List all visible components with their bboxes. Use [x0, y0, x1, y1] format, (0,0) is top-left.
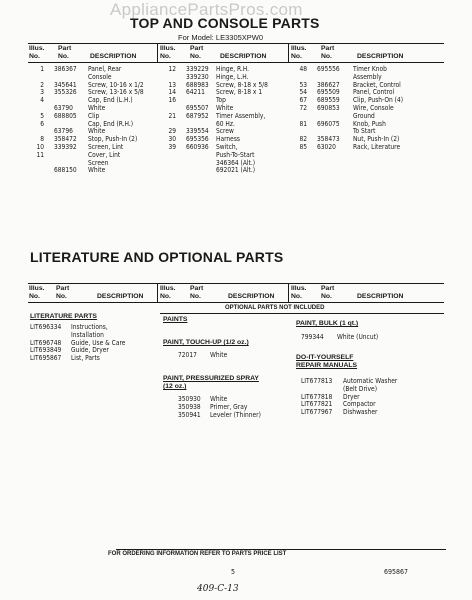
col1-header-desc: DESCRIPTION — [90, 53, 137, 60]
touch-up-paint-heading: PAINT, TOUCH-UP (1/2 oz.) — [163, 339, 249, 346]
illus-number: 4 — [40, 96, 44, 105]
part-description: Clip, Push-On (4) — [353, 96, 404, 105]
paints-heading: PAINTS — [163, 316, 188, 323]
part-number: 350938 — [178, 402, 201, 411]
part-description: White — [88, 103, 106, 112]
col1-header-illus: Illus. No. — [29, 45, 45, 60]
part-description: Assembly — [353, 72, 382, 81]
part-description: Clip — [88, 111, 100, 120]
part-description: Hinge, L.H. — [216, 72, 249, 81]
col2-header-desc: DESCRIPTION — [220, 53, 267, 60]
illus-number: 67 — [299, 96, 307, 105]
part-description: White — [216, 103, 234, 112]
list-item — [301, 334, 441, 342]
top-parts-column-1 — [28, 66, 156, 175]
part-description: Guide, Dryer — [71, 346, 109, 355]
part-description: Screw, 8-18 x 5/8 — [216, 80, 268, 89]
illus-number: 54 — [299, 88, 307, 97]
part-description: Top — [216, 96, 226, 105]
part-number: 339392 — [54, 142, 77, 151]
part-number: LIT696334 — [30, 323, 62, 331]
list-item — [301, 409, 441, 417]
col2-header-illus: Illus. No. — [160, 45, 176, 60]
illus-number: 48 — [299, 65, 307, 73]
part-number: 688805 — [54, 111, 77, 120]
part-description: 692021 (Alt.) — [216, 166, 256, 175]
illus-number: 82 — [299, 135, 307, 144]
part-number: LIT677967 — [301, 408, 333, 417]
page-number: 5 — [231, 568, 236, 576]
lit-col3-header-illus: Illus. No. — [291, 285, 307, 300]
part-description: White — [210, 395, 228, 403]
top-parts-column-2 — [160, 66, 288, 175]
optional-parts-banner: OPTIONAL PARTS NOT INCLUDED — [225, 305, 325, 311]
part-number: LIT696748 — [30, 338, 62, 347]
part-description: Compactor — [343, 400, 376, 409]
part-number: 695509 — [317, 88, 340, 97]
part-number: 339229 — [186, 65, 209, 73]
col2-header-part: Part No. — [190, 45, 204, 60]
part-number: 690853 — [317, 103, 340, 112]
lit-col2-header-desc: DESCRIPTION — [228, 293, 275, 300]
part-number: 63796 — [54, 127, 73, 136]
part-description: List, Parts — [71, 354, 100, 363]
diy-manuals-list — [301, 378, 441, 417]
part-description: Screw — [216, 127, 234, 136]
top-col-divider-1 — [157, 43, 158, 62]
literature-parts-heading: LITERATURE PARTS — [30, 313, 97, 320]
illus-number: 11 — [36, 150, 44, 159]
footer-rule — [116, 549, 446, 550]
lit-col3-header-desc: DESCRIPTION — [357, 293, 404, 300]
part-description: Bracket, Control — [353, 80, 401, 89]
illus-number: 29 — [168, 127, 176, 136]
lit-col-divider-1 — [157, 283, 158, 302]
watermark: AppliancePartsPros.com — [110, 0, 303, 19]
part-description: Stop, Push-In (2) — [88, 135, 138, 144]
part-description: Knob, Push — [353, 119, 386, 128]
part-description: Wire, Console — [353, 103, 394, 112]
illus-number: 53 — [299, 80, 307, 89]
part-description: Screw, 13-16 x 5/8 — [88, 88, 144, 97]
bulk-paint-list — [301, 334, 441, 342]
top-table-rule-top — [28, 43, 444, 44]
part-description: (Belt Drive) — [343, 384, 378, 393]
part-number: 63020 — [317, 142, 336, 151]
part-description: 346364 (Alt.) — [216, 158, 256, 167]
part-description: Dryer — [343, 392, 360, 401]
table-row — [291, 144, 419, 152]
handwritten-note: 409-C-13 — [197, 584, 239, 594]
col1-header-part: Part No. — [58, 45, 72, 60]
part-number: 695356 — [186, 135, 209, 144]
part-description: Rack, Literature — [353, 142, 401, 151]
part-description: Cover, Lint — [88, 150, 121, 159]
part-number: 695507 — [186, 103, 209, 112]
part-number: 339230 — [186, 72, 209, 81]
part-number: 660936 — [186, 142, 209, 151]
part-description: White (Uncut) — [337, 333, 379, 341]
lit-col3-header-part: Part No. — [321, 285, 335, 300]
illus-number: 1 — [40, 65, 44, 73]
list-item — [30, 355, 170, 363]
part-description: Guide, Use & Care — [71, 338, 126, 347]
part-number: LIT677821 — [301, 400, 333, 409]
part-number: 72017 — [178, 351, 197, 359]
part-number: 339554 — [186, 127, 209, 136]
optional-banner-rule — [160, 313, 444, 314]
top-parts-column-3 — [291, 66, 419, 152]
part-description: Ground — [353, 111, 375, 120]
lit-col1-header-part: Part No. — [56, 285, 70, 300]
illus-number: 6 — [40, 119, 44, 128]
part-description: Console — [88, 72, 112, 81]
illus-number: 14 — [168, 88, 176, 97]
pressurized-spray-heading: PAINT, PRESSURIZED SPRAY (12 oz.) — [163, 375, 259, 390]
part-description: White — [88, 166, 106, 175]
lit-col2-header-illus: Illus. No. — [160, 285, 176, 300]
part-description: Primer, Gray — [210, 402, 248, 411]
illus-number: 10 — [36, 142, 44, 151]
illus-number: 85 — [299, 142, 307, 151]
part-number: 63790 — [54, 103, 73, 112]
part-description: Timer Assembly, — [216, 111, 266, 120]
col3-header-part: Part No. — [321, 45, 335, 60]
illus-number: 13 — [168, 80, 176, 89]
illus-number: 30 — [168, 135, 176, 144]
part-number: 345641 — [54, 80, 77, 89]
part-number: 64211 — [186, 88, 205, 97]
part-description: Harness — [216, 135, 241, 144]
section-title-literature: LITERATURE AND OPTIONAL PARTS — [30, 249, 284, 265]
illus-number: 21 — [168, 111, 176, 120]
illus-number: 72 — [299, 103, 307, 112]
part-description: Hinge, R.H. — [216, 65, 250, 73]
part-description: Dishwasher — [343, 408, 378, 417]
lit-table-rule-head — [28, 302, 444, 303]
part-description: Leveler (Thinner) — [210, 410, 261, 419]
part-number: 687952 — [186, 111, 209, 120]
part-description: Panel, Rear — [88, 65, 122, 73]
diy-manuals-heading: DO-IT-YOURSELF REPAIR MANUALS — [296, 354, 358, 369]
table-row — [28, 167, 156, 175]
part-description: Screen, Lint — [88, 142, 124, 151]
illus-number: 8 — [40, 135, 44, 144]
ordering-note: FOR ORDERING INFORMATION REFER TO PARTS PRICE LIST — [108, 551, 287, 557]
part-number: 799344 — [301, 333, 324, 341]
part-number: 358473 — [317, 135, 340, 144]
part-number: 688150 — [54, 166, 77, 175]
col3-header-illus: Illus. No. — [291, 45, 307, 60]
table-row — [160, 167, 288, 175]
part-number: 355326 — [54, 88, 77, 97]
illus-number: 16 — [168, 96, 176, 105]
pressurized-spray-list — [178, 396, 318, 419]
illus-number: 81 — [299, 119, 307, 128]
lit-col1-header-desc: DESCRIPTION — [97, 293, 144, 300]
part-number: LIT693849 — [30, 346, 62, 355]
lit-table-rule-top — [28, 283, 444, 284]
part-description: Automatic Washer — [343, 377, 398, 385]
part-number: 350930 — [178, 395, 201, 403]
part-number: LIT695867 — [30, 354, 62, 363]
lit-col2-header-part: Part No. — [190, 285, 204, 300]
part-number: 696075 — [317, 119, 340, 128]
col3-header-desc: DESCRIPTION — [357, 53, 404, 60]
part-number: 688983 — [186, 80, 209, 89]
list-item — [178, 412, 318, 420]
part-description: White — [210, 351, 228, 359]
part-number: LIT677813 — [301, 377, 333, 385]
part-number: 350941 — [178, 410, 201, 419]
lit-col-divider-2 — [288, 283, 289, 302]
part-description: Cap, End (R.H.) — [88, 119, 134, 128]
part-description: Installation — [71, 330, 104, 339]
part-description: Switch, — [216, 142, 238, 151]
document-part-number: 695867 — [384, 568, 409, 576]
illus-number: 39 — [168, 142, 176, 151]
part-description: Push-To-Start — [216, 150, 255, 159]
literature-parts-list — [30, 324, 170, 363]
part-description: White — [88, 127, 106, 136]
bulk-paint-heading: PAINT, BULK (1 qt.) — [296, 320, 359, 327]
part-description: Instructions, — [71, 323, 108, 331]
part-number: 386627 — [317, 80, 340, 89]
illus-number: 12 — [168, 65, 176, 73]
section-title-top-console: TOP AND CONSOLE PARTS — [130, 15, 320, 31]
part-number: LIT677818 — [301, 392, 333, 401]
part-number: 358472 — [54, 135, 77, 144]
part-description: Timer Knob — [353, 65, 387, 73]
illus-number: 3 — [40, 88, 44, 97]
part-description: Screw, 8-18 x 1 — [216, 88, 263, 97]
part-description: Screen — [88, 158, 109, 167]
part-number: 386367 — [54, 65, 77, 73]
part-number: 695556 — [317, 65, 340, 73]
part-description: Screw, 10-16 x 1/2 — [88, 80, 144, 89]
top-table-rule-head — [28, 62, 444, 63]
part-number: 689559 — [317, 96, 340, 105]
part-description: Panel, Control — [353, 88, 395, 97]
part-description: To Start — [353, 127, 376, 136]
lit-col1-header-illus: Illus. No. — [29, 285, 45, 300]
part-description: 60 Hz. — [216, 119, 235, 128]
model-label: For Model: LE3305XPW0 — [178, 33, 264, 42]
top-col-divider-2 — [288, 43, 289, 62]
illus-number: 5 — [40, 111, 44, 120]
part-description: Cap, End (L.H.) — [88, 96, 133, 105]
illus-number: 2 — [40, 80, 44, 89]
part-description: Nut, Push-In (2) — [353, 135, 400, 144]
